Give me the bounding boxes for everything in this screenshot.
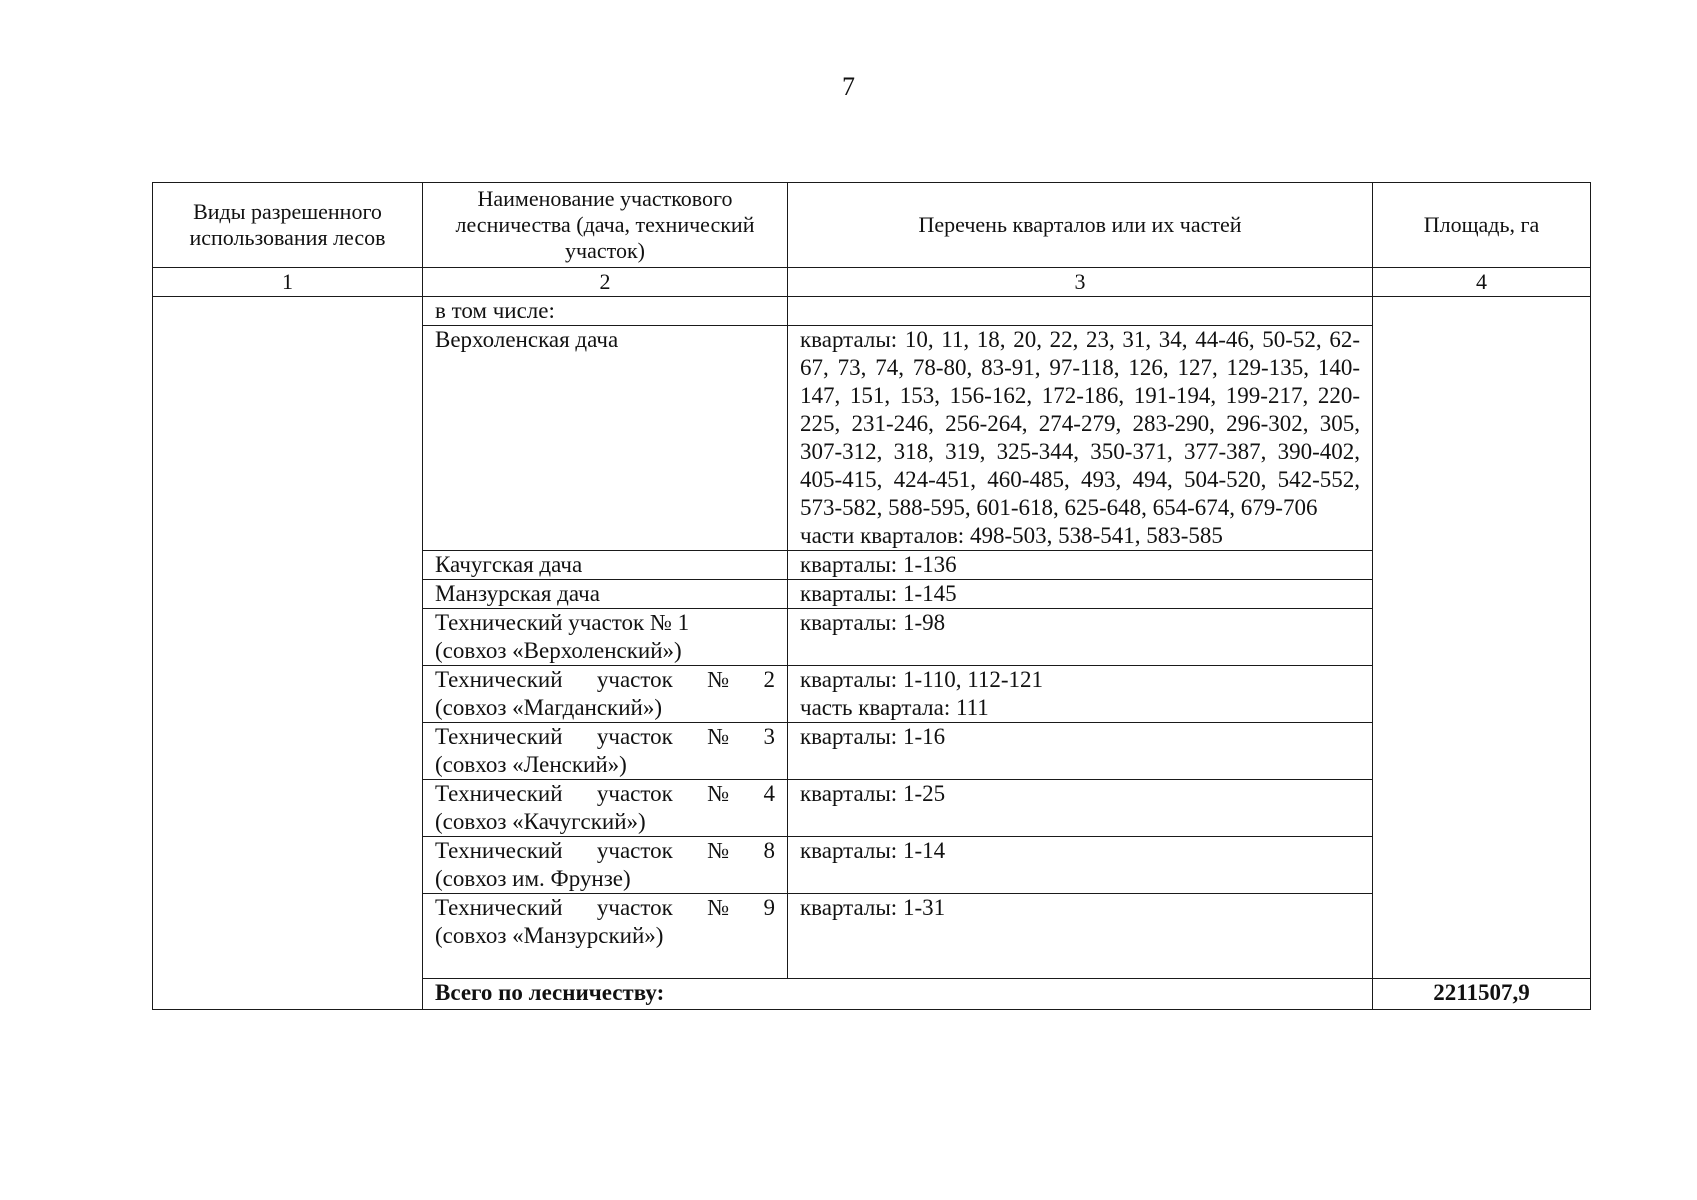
forest-quarters-table <box>152 182 1591 1010</box>
tech-site-owner: (совхоз «Магданский») <box>435 695 663 720</box>
column-number: 4 <box>1373 268 1591 297</box>
title-word: 3 <box>763 724 775 749</box>
quarters-cell <box>788 326 1373 551</box>
title-word: 8 <box>763 838 775 863</box>
header-forestry-name: Наименование участкового лесничества (дача, технический участок) <box>423 183 788 268</box>
quarters-list: кварталы: 1-136 <box>788 551 1373 580</box>
quarters-list: кварталы: 1-145 <box>788 580 1373 609</box>
tech-site-title <box>435 837 775 865</box>
including-label: в том числе: <box>423 297 788 326</box>
tech-site-title: Технический участок № 1 <box>435 610 690 635</box>
forestry-name <box>423 666 788 723</box>
tech-site-title <box>435 666 775 694</box>
quarter-parts: часть квартала: 111 <box>800 695 989 720</box>
quarters-cell <box>788 666 1373 723</box>
title-word: 2 <box>763 667 775 692</box>
table-header-row <box>153 183 1591 268</box>
header-area: Площадь, га <box>1373 183 1591 268</box>
title-word: Технический <box>435 895 563 920</box>
forestry-name <box>423 609 788 666</box>
quarters-list: кварталы: 1-16 <box>788 723 1373 780</box>
quarter-parts: части кварталов: 498-503, 538-541, 583-585 <box>800 523 1223 548</box>
area-cell <box>1373 297 1591 979</box>
forestry-name: Качугская дача <box>423 551 788 580</box>
title-word: 4 <box>763 781 775 806</box>
title-word: № <box>707 781 730 806</box>
title-word: № <box>707 667 730 692</box>
header-quarters-list: Перечень кварталов или их частей <box>788 183 1373 268</box>
title-word: участок <box>596 667 673 692</box>
tech-site-owner: (совхоз «Манзурский») <box>435 923 664 948</box>
header-use-types: Виды разрешенного использования лесов <box>153 183 423 268</box>
title-word: участок <box>596 724 673 749</box>
forestry-name <box>423 723 788 780</box>
tech-site-title <box>435 723 775 751</box>
use-type-cell <box>153 297 423 1010</box>
quarters-list: кварталы: 1-25 <box>788 780 1373 837</box>
title-word: № <box>707 838 730 863</box>
quarters-list: кварталы: 1-31 <box>788 894 1373 979</box>
forestry-name <box>423 894 788 979</box>
total-label: Всего по лесничеству: <box>423 979 1373 1010</box>
title-word: 9 <box>763 895 775 920</box>
title-word: Технический <box>435 667 563 692</box>
title-word: Технический <box>435 838 563 863</box>
quarters-list: кварталы: 1-98 <box>788 609 1373 666</box>
page-number: 7 <box>842 72 855 101</box>
tech-site-owner: (совхоз «Качугский») <box>435 809 646 834</box>
title-word: № <box>707 724 730 749</box>
column-number: 3 <box>788 268 1373 297</box>
title-word: Технический <box>435 781 563 806</box>
column-number: 2 <box>423 268 788 297</box>
tech-site-title <box>435 780 775 808</box>
quarters-list: кварталы: 10, 11, 18, 20, 22, 23, 31, 34, 44-46, 50-52, 62-67, 73, 74, 78-80, 83-91, 97-118, 126, 127, 129-135, 140-147, 151, 153, 156-162, 172-186, 191-194, 199-217, 220-225, 231-246, 256-264, 274-279, 283-290, 296-302, 305, 307-312, 318, 319, 325-344, 350-371, 377-387, 390-402, 405-415, 424-451, 460-485, 493, 494, 504-520, 542-552, 573-582, 588-595, 601-618, 625-648, 654-674, 679-706 <box>800 327 1360 520</box>
forestry-name <box>423 837 788 894</box>
forestry-name: Верхоленская дача <box>423 326 788 551</box>
title-word: № <box>707 895 730 920</box>
column-number: 1 <box>153 268 423 297</box>
column-numbers-row <box>153 268 1591 297</box>
tech-site-title <box>435 894 775 922</box>
title-word: Технический <box>435 724 563 749</box>
quarters-list: кварталы: 1-14 <box>788 837 1373 894</box>
quarters-list: кварталы: 1-110, 112-121 <box>800 667 1044 692</box>
title-word: участок <box>596 781 673 806</box>
forestry-name: Манзурская дача <box>423 580 788 609</box>
title-word: участок <box>596 895 673 920</box>
tech-site-owner: (совхоз «Верхоленский») <box>435 638 682 663</box>
total-area-value: 2211507,9 <box>1373 979 1591 1010</box>
forestry-name <box>423 780 788 837</box>
tech-site-owner: (совхоз им. Фрунзе) <box>435 866 631 891</box>
tech-site-owner: (совхоз «Ленский») <box>435 752 627 777</box>
empty-cell <box>788 297 1373 326</box>
title-word: участок <box>596 838 673 863</box>
table-row <box>153 297 1591 326</box>
